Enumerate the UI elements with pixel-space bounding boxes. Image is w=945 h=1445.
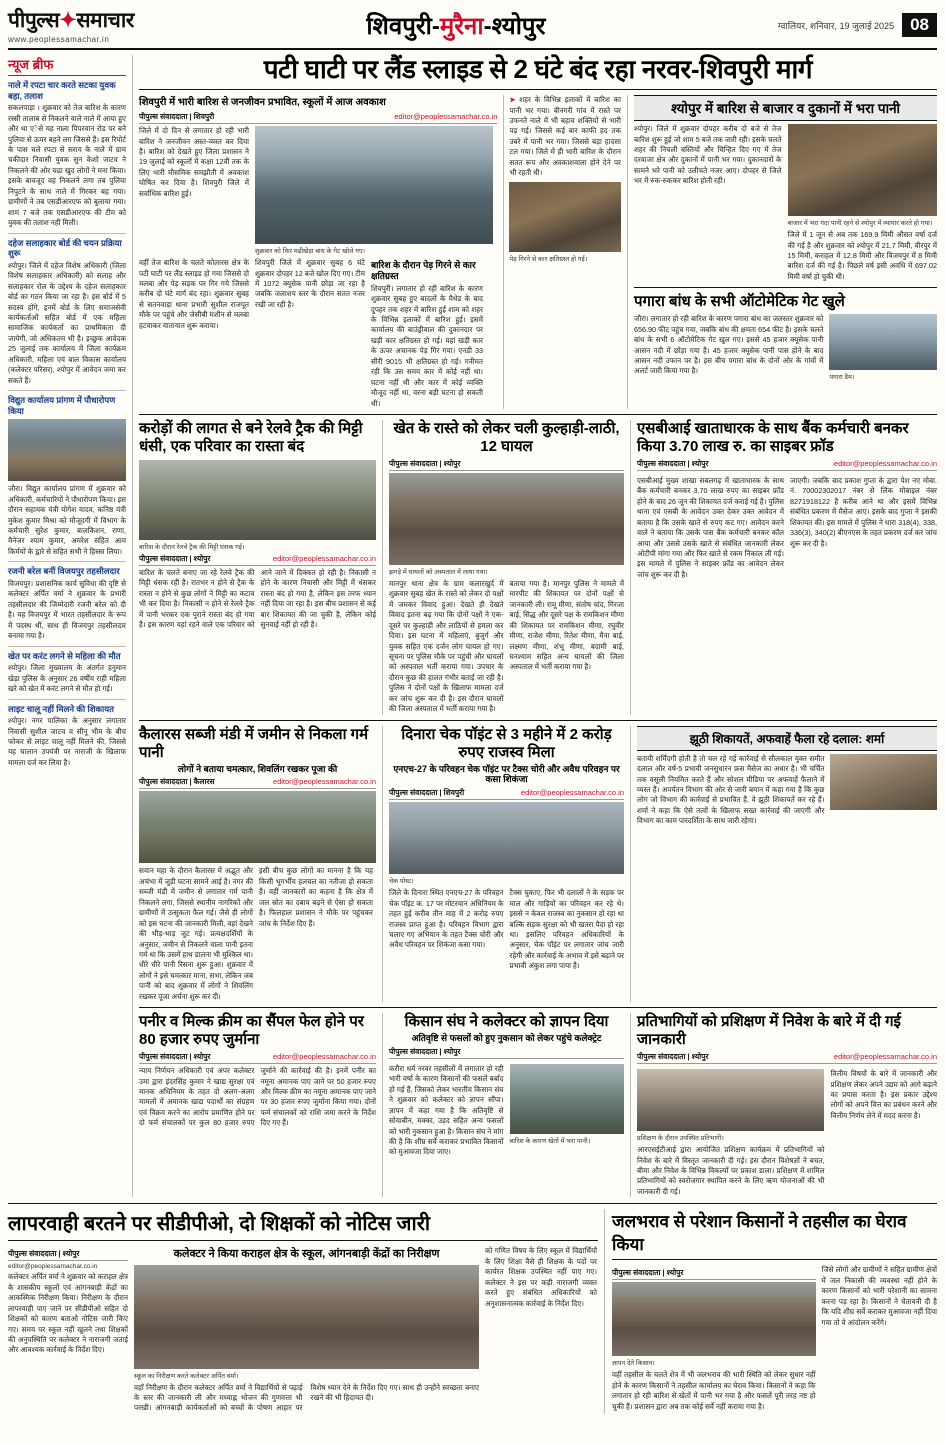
kailaras-photo xyxy=(139,791,376,863)
pagara-headline: पगारा बांध के सभी ऑटोमेटिक गेट खुले xyxy=(634,293,845,311)
third-block xyxy=(139,726,937,1002)
lead-headline: पटी घाटी पर लैंड स्लाइड से 2 घंटे बंद रहा नरवर-शिवपुरी मार्ग xyxy=(263,54,813,84)
lead-body-3: शिवपुरी जिले में शुक्रवार सुबह 6 घंटे शुक्रवार दोपहर 12 बजे खोल दिए गए। टीम में 1072 क्यूसेक पानी छोड़ा जा रहा है जबकि जलाशय स्तर के दौरान सतत नजर रखी जा रही है। xyxy=(255,258,365,309)
training-story xyxy=(630,1013,937,1197)
kailaras-body-2: इसी बीच कुछ लोगों का मानना है कि यह किसी भूगर्भीय हलचल का नतीजा हो सकता है। वहीं जानकारों का कहना है कि क्षेत्र में जल स्रोत का दबाव बढ़ने से ऐसा हो सकता है। फिलहाल प्रशासन ने मौके पर पहुंचकर जांच के निर्देश दिए हैं। xyxy=(259,866,373,928)
paneer-email: editor@peoplessamachar.co.in xyxy=(272,1052,376,1062)
bottom-left-body-1: कलेक्टर अर्पित वर्मा ने शुक्रवार को कराहल क्षेत्र के शासकीय स्कूलों एवं आंगनबाड़ी केंद्रों का आकस्मिक निरीक्षण किया। निरीक्षण के दौरान लापरवाही पाए जाने पर सीडीपीओ सहित दो शिक्षकों को कारण बताओ नोटिस जारी किए गए। समय पर स्कूल नहीं खुलने तथा शिक्षकों की अनुपस्थिति पर कलेक्टर ने नाराजगी जताई और आवश्यक कार्रवाई के निर्देश दिए। xyxy=(8,1272,128,1355)
brief-item xyxy=(8,704,126,769)
sharma-body: बतायी शर्मिंदगी होती है तो चल रहे गई कार्रवाई से सीलकाल युक्त समीत दलाल और वर्ष-5 प्रभावी जनसुधारन फ्रस मैसेज का अधार है। भी चर्चित तक वसूली नियमित करते हैं और सोशल मीडिया पर अफवाहें फैलाने में व्यस्त हैं। अपर्यतन विभाग की ओर से जारी बयान में कहा गया है कि कुछ लोग जो विभाग की कार्रवाई से प्रभावित हैं, वे झूठी शिकायतें कर रहे हैं। शर्मा ने कहा कि ऐसे तत्वों के खिलाफ सख्त कार्रवाई की जाएगी और विभाग का काम पारदर्शिता के साथ जारी रहेगा। xyxy=(637,753,825,826)
kisan-sangh-body: करौरा धर्म नरवर तहसीलों में लगातार हो रही भारी वर्षा के कारण किसानों की फसलें बर्बाद हो गई हैं, जिसको लेकर भारतीय किसान संघ ने शुक्रवार को कलेक्टर को ज्ञापन सौंपा। ज्ञापन में कहा गया है कि अतिवृष्टि से सोयाबीन, मक्का, उड़द सहित अन्य फसलों को भारी नुकसान हुआ है। किसान संघ ने मांग की है कि शीघ्र सर्वे कराकर प्रभावित किसानों को मुआवजा दिया जाए। xyxy=(389,1063,504,1157)
bottom-right-byline xyxy=(612,1268,816,1280)
brief-photo xyxy=(8,419,126,481)
training-body: आरएसईटीआई द्वारा आयोजित प्रशिक्षण कार्यक्रम में प्रतिभागियों को निवेश के बारे में विस्तृत जानकारी दी गई। इस दौरान विशेषज्ञों ने बचत, बीमा और निवेश के विभिन्न विकल्पों पर प्रकाश डाला। प्रशिक्षण में शामिल प्रतिभागियों को स्वरोजगार स्थापित करने के लिए ऋण योजनाओं की भी जानकारी दी गई। xyxy=(637,1145,825,1196)
sbi-fraud-story xyxy=(630,420,937,715)
bottom-left-body-2: वहाँ निरीक्षण के दौरान कलेक्टर अर्पित वर्मा ने विद्यार्थियों से पढ़ाई के स्तर की जानकारी ली और मध्याह्न भोजन की गुणवत्ता भी परखी। आंगनबाड़ी कार्यकर्ताओं को बच्चों के पोषण आहार पर विशेष ध्यान देने के निर्देश दिए गए। साथ ही उन्होंने स्वच्छता बनाए रखने की भी हिदायत दी। xyxy=(134,1382,479,1413)
bottom-left-headline: लापरवाही बरतने पर सीडीपीओ, दो शिक्षकों को नोटिस जारी xyxy=(8,1213,431,1236)
sheopur-rain-body: श्योपुर। जिले में शुक्रवार दोपहर करीब दो बजे से तेज बारिश शुरू हुई जो शाम 5 बजे तक जारी रही। इसके चलते शहर की निचली बस्तियों और चिन्हित दिए गए में तेज दरवाजा क्षेत्र और दुकानों में पानी भर गया। दुकानदारों के सामने भरे पानी को उलीचते नजर आए। दोपहर से जिले भर में रुक-रुककर बारिश होती रही। xyxy=(634,124,782,186)
sbi-fraud-byline xyxy=(637,459,937,471)
dam-photo xyxy=(255,126,493,244)
bottom-left-body-3: को गणित विषय के लिए स्कूल में विद्यार्थियों के लिए शिक्षा वैसे ही शिक्षक के पदों पर कार्यरत शिक्षक उपस्थित नहीं पाए गए। कलेक्टर ने इस पर कड़ी नाराजगी व्यक्त करते हुए संबंधित अधिकारियों को अनुशासनात्मक कार्रवाई के निर्देश दिए। xyxy=(485,1246,597,1308)
kailaras-story xyxy=(139,726,376,1002)
top-block xyxy=(139,95,937,409)
bottom-left-email: editor@peoplessamachar.co.in xyxy=(8,1263,98,1271)
kisan-sangh-byline xyxy=(389,1047,624,1059)
railway-body: बारिश के चलते बनाए जा रहे रेलवे ट्रैक की मिट्टी धंसक रही है। रातभर न होने से ट्रैक के रास्ता न होने से कुछ लोगों ने मिट्टी का कटाव भी कर दिया है। निकासी न होने से रेलवे ट्रैक में पानी भरकर एक पुराने रास्ता बंद हो गया है। इस कारण यहां रहने वाले एक परिवार को आने जाने में दिक्कत हो रही है। निकासी न होने के कारण निवासी और मिट्टी में धंसकर रास्ता बंद हो गया है, लेकिन इस तरफ ध्यान नहीं दिया जा रहा है। इस बीच प्रशासन से कई बार शिकायत की जा चुकी है, लेकिन कोई सुनवाई नहीं हो रही है। xyxy=(139,567,376,630)
pagara-dam-caption: पगारा डैम। xyxy=(829,374,855,382)
brief-item xyxy=(8,651,126,695)
railway-headline: करोड़ों की लागत से बने रेलवे ट्रैक की मिट्टी धंसी, एक परिवार का रास्ता बंद xyxy=(139,419,363,455)
news-brief-title: न्यूज ब्रीफ xyxy=(8,55,126,76)
sbi-fraud-email: editor@peoplessamachar.co.in xyxy=(833,458,937,468)
kulhadi-body: मानपुर थाना क्षेत्र के ग्राम कलारखुर्द में शुक्रवार सुबह खेत के रास्ते को लेकर दो पक्षों में जमकर विवाद हुआ। देखते ही देखते विवाद इतना बढ़ गया कि दोनों पक्षों ने एक-दूसरे पर कुल्हाड़ी और लाठियों से हमला कर दिया। इस घटना में महिलाएं, बुजुर्ग और युवक सहित एक दर्जन लोग घायल हो गए। सूचना पर पुलिस मौके पर पहुंची और घायलों को अस्पताल भर्ती कराया गया। उपचार के दौरान कुछ की हालत गंभीर बताई जा रही है। पुलिस ने दोनों पक्षों के खिलाफ मामला दर्ज कर जांच शुरू कर दी है। इस दौरान घायलों की जिला अस्पताल में भर्ती कराया गया है। xyxy=(389,578,504,714)
dinara-checkpoint-photo xyxy=(389,802,624,874)
paneer-story xyxy=(139,1013,376,1197)
pagara-dam-photo xyxy=(829,314,937,370)
kisan-sangh-headline: किसान संघ ने कलेक्टर को ज्ञापन दिया xyxy=(404,1013,609,1031)
sharma-story xyxy=(630,726,937,1002)
kulhadi-body-2: बताया गया है। मानपुर पुलिस ने मामले में मारपीट की शिकायत पर दोनों पक्षों से जानकारी ली। रामू मीणा, संतोष चांद, गिरजा बाई, सिद्ध और दूसरे पक्ष के रामकिशन मीणा की शिकायत पर रामकिशन मीणा, रघुवीर मीणा, राजेश मीणा, रितेश मीणा, मैना बाई, लक्ष्मण मीणा, शंभू मीणा, बदामी बाई, घनश्याम सहित अन्य घायलों की जिला अस्पताल में भर्ती कराया गया है। xyxy=(509,578,624,672)
sheopur-rain-body-2: जिले में 1 जून से अब तक 169.9 मिमी औसत वर्षा दर्ज की गई है और शुक्रवार को श्योपुर में 21.7 मिमी, वीरपुर में 15 मिमी, कराहल में 12.8 मिमी और विजयपुर में 8 मिमी बारिश दर्ज की गई है। पिछले वर्ष इसी अवधि में 697.02 मिमी वर्षा हो चुकी थी। xyxy=(787,230,937,281)
training-email: editor@peoplessamachar.co.in xyxy=(833,1052,937,1062)
railway-email: editor@peoplessamachar.co.in xyxy=(272,553,376,563)
brief-headline: विद्युत कार्यालय प्रांगण में पौधारोपण किया xyxy=(8,395,116,416)
sheopur-rain-headline: श्योपुर में बारिश से बाजार व दुकानों में भरा पानी xyxy=(634,95,937,121)
bottom-right-photo xyxy=(612,1282,816,1356)
kisan-field-photo xyxy=(510,1064,625,1134)
kulhadi-photo-caption: झगड़े में घायलों को अस्पताल में लाया गया। xyxy=(389,568,488,576)
kailaras-headline: कैलारस सब्जी मंडी में जमीन से निकला गर्म पानी xyxy=(139,725,369,761)
brief-headline: लाइट चालू नहीं मिलने की शिकायत xyxy=(8,703,115,714)
edition-part-1: शिवपुरी- xyxy=(366,12,440,40)
tree-fall-head: बारिश के दौरान पेड़ गिरने से कार क्षतिग्रस्त xyxy=(371,260,476,281)
paneer-body: न्याय निर्णयन अधिकारी एवं अपर कलेक्टर उमा द्वारा इंदरसिंह कुमार ने खाद्य सुरक्षा एवं मानक अधिनियम के तहत दो अलग-अलग मामलों में अमानक खाद्य पदार्थों का संग्रहण एवं विक्रय करने का आरोप प्रमाणित होने पर दो फर्म संचालकों पर कुल 80 हजार रुपए जुर्माने की कार्रवाई की है। इनमें पनीर का नमूना अमानक पाए जाने पर 50 हजार रुपए और मिल्क क्रीम का नमूना अमानक पाए जाने पर 30 हजार रुपए जुर्माना किया गया। दोनों फर्म संचालकों को राशि जमा करने के निर्देश दिए गए हैं। xyxy=(139,1066,376,1128)
sharma-portrait-photo xyxy=(830,754,937,810)
railway-byline-text: पीपुल्स संवाददाता | श्योपुर xyxy=(139,553,211,563)
bottom-right-body-2: जिसे लोगों और ग्रामीणों ने सहित ग्रामीण क्षेत्रों में जल निकासी की व्यवस्था नहीं होने के कारण किसानों को भारी परेशानी का सामना करना पड़ रहा है। किसानों ने चेतावनी दी है कि यदि शीघ्र सर्वे कराकर मुआवजा नहीं दिया गया तो वे आंदोलन करेंगे। xyxy=(821,1265,937,1327)
railway-photo xyxy=(139,460,376,540)
kulhadi-byline-text: पीपुल्स संवाददाता | श्योपुर xyxy=(389,458,461,468)
bottom-strip xyxy=(8,1209,937,1414)
kailaras-subhead: लोगों ने बताया चमत्कार, शिवलिंग रखकर पूजा की xyxy=(177,763,338,774)
dam-photo-caption: शुक्रवार को फिर मढीखेड़ा बांध के गेट खोले गए। xyxy=(255,248,365,256)
kulhadi-story xyxy=(382,420,624,715)
railway-byline xyxy=(139,554,376,566)
sbi-fraud-byline-text: पीपुल्स संवाददाता | श्योपुर xyxy=(637,458,709,468)
tree-fall-body: शिवपुरी। लगातार हो रही बारिश के कारण शुक्रवार सुबह हुए बादलों के मैथेड के बाद दुपहर तक शहर में बारिश हुई शाम को शहर के विभिन्न इलाकों में बारिश हुई। इसमें कार्यालय की बाउंड्रीवाल की दुकानदार पर खड़ी कार क्षतिग्रस्त हो गई। यहां खड़ी कार के ऊपर अचानक पेड़ गिर गया। एनडी 33 सीरी 9015 भी क्षतिग्रस्त हो गई। गनीमत रही कि उस समय कार में कोई नहीं था। घटना नहीं थी और कार में कोई व्यक्ति मौजूद नहीं था, वरना बड़ी घटना हो सकती थी। xyxy=(371,283,483,408)
lead-subhead: शिवपुरी में भारी बारिश से जनजीवन प्रभावित, स्कूलों में आज अवकाश xyxy=(139,97,386,109)
brief-body: सकलपाड़ा । शुक्रवार को तेज बारिश के कारण रस्सी तालाब से निकलने वाले नाले में आया हुए और था एेसे यह नाला पिपरवान रोड पर बने पुलिया से ऊपर बहने लग जिससे हैं। इस रिपोर्ट के पास चले रपटा से सराय के नाले में ग्राम चकीदार निवासी युवक सुन केशो जाटव ने निकलने की ओर चढा खुद लोगों ने मना किया। इसके बावजूद वह निकलने लगा तब पुलिया निपुटने के साथ नाले में गिरकर बह गया। ग्रामीणों ने तब एसडीआरएफ को बुलाया गया। शाम 7 बजे तक एसडीआरएफ की टीम को युवक की तलाश नहीं मिली। xyxy=(8,103,126,228)
bottom-left-photo-caption: स्कूल का निरीक्षण करते कलेक्टर अर्पित वर्मा। xyxy=(134,1372,239,1380)
brief-item xyxy=(8,566,126,641)
dateline: ग्वालियर, शनिवार, 19 जुलाई 2025 xyxy=(777,20,895,31)
sheopur-market-photo xyxy=(788,124,938,216)
brief-headline: नाले में रपटा चार करते सटका युवक बहा, तलाश xyxy=(8,80,116,101)
paneer-headline: पनीर व मिल्क क्रीम का सैंपल फेल होने पर 80 हजार रुपए जुर्माना xyxy=(139,1013,364,1049)
kisan-sangh-story xyxy=(382,1013,624,1197)
brief-body: श्योपुर। जिला मुख्यालय के अंतर्गत हनुमान खेड़ा पुलिस के अनुसार 26 वर्षीय राही महिला खरे को खेत में करंट लगने से मौत हो गई। xyxy=(8,663,126,694)
dinara-byline xyxy=(389,788,624,800)
pagara-body: जौरा। लगातार हो रही बारिश के कारण पगारा बांध का जलस्तर शुक्रवार को 656.90 फीट पहुंच गया, जबकि बांध की क्षमता 654 फीट है। इसके चलते बांध के सभी 6 ऑटोमेटिक गेट खुल गए। इससे 45 हजार क्यूसेक पानी आसन नदी में छोड़ा गया है। 45 हजार क्यूसेक पानी पास होने के बाद आसन नदी उफान पर है। इस बीच पगारा बांध के दोनों ओर के गांवों में अलर्ट जारी किया गया है। xyxy=(634,314,824,376)
kulhadi-headline: खेत के रास्ते को लेकर चली कुल्हाड़ी-लाठी, 12 घायल xyxy=(393,419,620,455)
training-byline xyxy=(637,1052,937,1064)
edition-part-2: मुरैना xyxy=(439,12,484,40)
kulhadi-byline xyxy=(389,459,624,471)
fourth-block xyxy=(139,1013,937,1197)
publication-logo xyxy=(8,6,134,34)
brief-body: जौरा। विद्युत कार्यालय प्रांगण में शुक्रवार को अधिकारी, कर्मचारियों ने पौधारोपण किया। इस दौरान सहायक यंत्री योगेश यादव, कनिष्ठ यंत्री मुकेश कुमार मिश्रा को मौजूदगी में विभाग के कर्मचारी सुरेश कुमार, बालकिशन, राणा, मैनेजर श्याम कुमार, अमरेश सहित आम किर्मयों के द्वारे से सहित सभी ने हिस्सा लिया। xyxy=(8,484,126,556)
bottom-left-photo xyxy=(134,1265,479,1369)
brief-body: श्योपुर। जिले में दहेज विशेष अधिकारी (जिला विशेष सलाहकार अधिकारी) को सलाह और सलाहकार रोल के उद्देश्य के दहेज सलाहकार बोर्ड का गठन किया जा रहा है। इस बोर्ड में 5 सदस्य होंगे, इनमें बोर्ड के लिए समाजसेवी कार्यकर्ताओं सहित बोर्ड में एक महिला सामाजिक कार्यकर्ता का प्राथमिकता दी जायेगी, जो अधिकतम भी है। इच्छुक आवेदक 25 जुलाई तक कार्यालय में जिला कार्यक्रम अधिकारी, महिला एवं बाल विकास कार्यालय (कलेक्टर परिसर), श्योपुर में आवेदन जमा कर सकते हैं। xyxy=(8,260,126,385)
bottom-left-subhead: कलेक्टर ने किया कराहल क्षेत्र के स्कूल, आंगनबाड़ी केंद्रों का निरीक्षण xyxy=(173,1248,440,1261)
sheopur-column xyxy=(627,95,937,409)
kailaras-body: सयान महा के दौरान कैलारस में अद्भुत और अचंभा में जुड़ी घटना सामने आई है। नगर की सब्जी मंडी में जमीन से लगातार गर्म पानी निकलने लगा, जिससे स्थानीय नागरिकों और ग्रामीणों में उत्सुकता फैल गई। जैसे ही लोगों को इस घटना की जानकारी मिली, वहां देखने की भीड़-भाड़ जुट गई। प्रत्यक्षदर्शियों के अनुसार, जमीन से निकलने वाला पानी इतना गर्म था कि उसमें हाथ डालना भी मुश्किल था। धीरे धीरे पानी रिसना शुरू हुआ। शुक्रवार में लोगों ने इसे चमत्कार माना, सभा, लेकिन जब पानी को बाद शुक्रवार में लोगों ने शिवलिंग रखकर पूजा अर्चना शुरू कर दी। xyxy=(139,866,253,1001)
brief-body: विजयपुर। प्रशासनिक कार्य सुविधा की दृष्टि से कलेक्टर अर्पित वर्मा ने शुक्रवार के प्रभारी तहसीलदार की जिम्मेदारी रजनी बरेल को दी है। यह विजयपुर में भारत तहसीलदार के रूप में पदस्थ थीं, साथ ही विजयपुर तहसीलदार बनाया गया है। xyxy=(8,578,126,641)
masthead xyxy=(8,6,937,50)
second-block xyxy=(139,420,937,715)
brief-item xyxy=(8,238,126,387)
news-brief-column xyxy=(8,55,126,768)
dinara-byline-text: पीपुल्स संवाददाता | शिवपुरी xyxy=(389,788,465,798)
edition-title xyxy=(134,9,778,42)
railway-story xyxy=(139,420,376,715)
training-headline: प्रतिभागियों को प्रशिक्षण में निवेश के बारे में दी गई जानकारी xyxy=(637,1013,901,1049)
dinara-body-2: टैक्स चुकाए, फिर भी दलालों ने के सड़क पर माल और गाड़ियों का परिवहन कर रहे थे। इससे न केवल राजस्व का नुकसान हो रहा था बल्कि सड़क सुरक्षा को भी खतरा पैदा हो रहा था। इसलिए परिवहन अधिकारियों के अनुसार, चेक पॉइंट पर लगातार जांच जारी रहेगी और कार्रवाई के अभाव में इसे बढ़ाने पर प्रभावी अंकुश लगा पाया है। xyxy=(509,888,624,971)
kailaras-byline xyxy=(139,777,376,789)
training-photo-caption: प्रशिक्षण के दौरान उपस्थित प्रतिभागी। xyxy=(637,1135,724,1143)
dateline-block xyxy=(778,13,937,37)
kisan-field-caption: बारिश के कारण खेतों में भरा पानी। xyxy=(509,1137,591,1145)
lead-body-2: वहीं तेज बारिश के चलते कोलारस क्षेत्र के पटी घाटी पर लैंड स्लाइड हो गया जिससे दो मलबा और पेड़ सड़क पर गिर गये जिससे करीब दो घंटे मार्ग बंद रहा। शुक्रवार सुबह से सतनवाड़ा थाना प्रभारी सुशील राजपूत मौके पर पहुंचे और जेसीबी मशीन से मलबा हटवाकर यातायात शुरू कराया। xyxy=(139,258,249,330)
website-url: www.peoplessamachar.in xyxy=(8,35,110,44)
bottom-left-byline xyxy=(8,1249,128,1261)
page-number: 08 xyxy=(902,13,937,37)
logo-second-text: समाचार xyxy=(76,9,134,32)
sharma-headline: झूठी शिकायतें, अफवाहें फैला रहे दलाल: शर्मा xyxy=(637,726,937,751)
car-damage-photo xyxy=(509,182,621,252)
bottom-right-headline: जलभराव से परेशान किसानों ने तहसील का घेराव किया xyxy=(612,1212,907,1255)
kailaras-email: editor@peoplessamachar.co.in xyxy=(272,777,376,787)
dinara-email: editor@peoplessamachar.co.in xyxy=(520,788,624,798)
bottom-right-story xyxy=(604,1209,937,1414)
paneer-byline xyxy=(139,1052,376,1064)
dinara-subhead: एनएच-27 के परिवहन चेक पॉइंट पर टैक्स चोरी और अवैध परिवहन पर कसा शिकंजा xyxy=(393,763,620,785)
railway-photo-caption: बारिश के दौरान रेलवे ट्रैक की मिट्टी धंसक गई। xyxy=(139,543,245,551)
logo-block xyxy=(8,6,134,44)
lead-byline-text: पीपुल्स संवाददाता | शिवपुरी xyxy=(139,112,215,122)
kisan-sangh-byline-text: पीपुल्स संवाददाता | श्योपुर xyxy=(389,1046,461,1056)
bottom-right-body-1: वहीं तहसील के चलते शेत्र में भी जलभराव की भारी स्थिति को लेकर सुधार नहीं होने के कारण किसानों ने तहसील कार्यालय का घेराव किया। किसानों ने कहा कि लगातार हो रही बारिश से खेतों में पानी भर गया है और फसलें पूरी तरह नष्ट हो चुकी हैं। प्रशासन द्वारा अब तक कोई सर्वे नहीं कराया गया है। xyxy=(612,1370,816,1411)
training-body-2: वित्तीय विषयों के बारे में जानकारी और प्रशिक्षण लेकर अपने उद्यम को आगे बढ़ाने का प्रयास करता है। इस प्रकार उद्देश्य लोगों को अपने वित्त का प्रबंधन करने और वित्तीय निर्णय लेने में मदद करना है। xyxy=(830,1069,937,1120)
lead-body-1: जिले में दो दिन से लगातार हो रही भारी बारिश ने जनजीवन अस्त-व्यस्त कर दिया है। बारिश को देखते हुए जिला प्रशासन ने 19 जुलाई को स्कूलों में कक्षा 12वीं तक के लिए भारी मौसमिक समझौती में अवकाश घोषित कर दिया है। शिवपुरी जिले में सर्वाधिक बारिश हुई। xyxy=(139,126,249,198)
lead-byline xyxy=(139,112,497,124)
lead-email: editor@peoplessamachar.co.in xyxy=(394,112,498,122)
bottom-left-byline-text: पीपुल्स संवाददाता | श्योपुर xyxy=(8,1249,80,1259)
car-damage-caption: पेड़ गिरने से कार क्षतिग्रस्त हो गई। xyxy=(509,255,588,263)
bottom-right-byline-text: पीपुल्स संवाददाता | श्योपुर xyxy=(612,1268,684,1278)
training-photo xyxy=(637,1069,824,1131)
brief-headline: दहेज सलाहकार बोर्ड की चयन प्रक्रिया शुरू xyxy=(8,237,122,259)
brief-item xyxy=(8,395,126,557)
kulhadi-photo xyxy=(389,473,624,565)
sbi-fraud-body-2: जाएगी। जबकि बाद प्रकाश गुप्ता के द्वारा पेश नए मोबा. नं. 70002302017 नंबर से लिंक मोबाइल नंबर 8271918122 है करीब आने था और इसमें विभिन्न संबंधित प्रकरण में मैसेज आए। इसके बाद गुप्ता ने इसकी शिकायत की। इस मामले में पुलिस ने धारा 318(4), 338, 336(3), 340(2) बीएनएस के तहत प्रकरण दर्ज कर जांच शुरू कर दी है। xyxy=(790,475,937,548)
bottom-right-photo-caption: ज्ञापन देते किसान। xyxy=(612,1360,655,1368)
brief-item xyxy=(8,80,126,229)
lead-story xyxy=(139,95,497,409)
edition-part-3: -श्योपुर xyxy=(483,12,546,40)
tree-car-column: ➤ शहर के विभिन्न इलाकों में बारिश का पानी भर गया। बीनगरी गांव में रास्ते पर उफनते नाले में भी बहाव शक्तियों से भारी पड़ गई। जिससे कई बार काफी हद तक उबरे में पानी भर गया। जिससे बड़ा हादसा टल गया। जिले में ही भारी बारिश के दौरान सतत रूप और अवकाशवाला होने देने पर भी रहती थी। पेड़ गिरने से कार क्षतिग्रस्त हो गई। xyxy=(503,95,621,409)
main-content xyxy=(132,55,937,1197)
star-icon: ✦ xyxy=(59,9,77,32)
kailaras-byline-text: पीपुल्स संवाददाता | कैलारस xyxy=(139,777,215,787)
logo-main-text: पीपुल्स xyxy=(8,9,60,32)
brief-headline: रजनी बरेल बनीं विजयपुर तहसीलदार xyxy=(8,566,120,577)
sheopur-market-caption: बाजार में भरा गंदा पानी रहने से श्योपुर में व्यापार करते हो गया। xyxy=(787,220,933,228)
sbi-fraud-headline: एसबीआई खाताधारक के साथ बैंक कर्मचारी बनकर किया 3.70 लाख रु. का साइबर फ्रॉड xyxy=(637,419,909,455)
paneer-byline-text: पीपुल्स संवाददाता | श्योपुर xyxy=(139,1052,211,1062)
sbi-fraud-body: एसबीआई मुख्य शाखा सबलगढ़ में खाताधारक के साथ बैंक कर्मचारी बनकर 3.70 लाख रुपए का साइबर फ्रॉड होने के बाद 26 जून की शिकायत दर्ज कराई गई है। पुलिस थाना एवं एसबी के आवेदन उक्त देकर उक्त आवेदन में बताया है कि उसके खाते से रुपए कट गए। आवेदन करने वाले ने बताया कि उसके पास बैंक कर्मचारी बनकर कॉल आया और उससे उसके खाते से संबंधित जानकारी लेकर ओटीपी मांगा गया और फिर खाते से रकम निकाल ली गई। इस मामले में पुलिस ने साइबर फ्रॉड का आवेदन लेकर जांच शुरू कर दी है। xyxy=(637,475,784,579)
bottom-left-story xyxy=(8,1209,598,1414)
brief-body: श्योपुर। नगर पालिका के अनुसार लगातार निवासी सुशील जाटव व सीनू भीम के बीच फोकर से लाइट चालू नहीं मिलने की, जिससे यह चालान उपयंत्री पर नाराजी के खिलाफ मामला दर्ज कर लिया है। xyxy=(8,716,126,767)
dinara-photo-caption: चेक पोस्ट। xyxy=(389,878,414,886)
training-byline-text: पीपुल्स संवाददाता | श्योपुर xyxy=(637,1052,709,1062)
dinara-headline: दिनारा चेक पॉइंट से 3 महीने में 2 करोड़ रुपए राजस्व मिला xyxy=(401,725,612,761)
kisan-sangh-subhead: अतिवृष्टि से फसलों को हुए नुकसान को लेकर पहुंचे कलेक्ट्रेट xyxy=(411,1033,602,1044)
tree-fall-body-2: शहर के विभिन्न इलाकों में बारिश का पानी भर गया। बीनगरी गांव में रास्ते पर उफनते नाले में भी बहाव शक्तियों से भारी पड़ गई। जिससे कई बार काफी हद तक उबरे में पानी भर गया। जिससे बड़ा हादसा टल गया। जिले में ही भारी बारिश के दौरान सतत रूप और अवकाशवाला होने देने पर भी रहती थी। xyxy=(509,95,622,178)
brief-headline: खेत पर करंट लगने से महिला की मौत xyxy=(8,650,121,661)
dinara-body: जिले के दिनारा स्थित एनएच-27 के परिवहन चेक पॉइंट क. 17 पर मोटरयान अधिनियम के तहत हुई करीब तीन माह में 2 करोड़ रुपए राजस्व प्राप्त हुआ है। परिवहन विभाग द्वारा चलाए गए अभियान के तहत टैक्स चोरी और अवैध परिवहन पर शिकंजा कसा गया। xyxy=(389,888,504,950)
dinara-story xyxy=(382,726,624,1002)
